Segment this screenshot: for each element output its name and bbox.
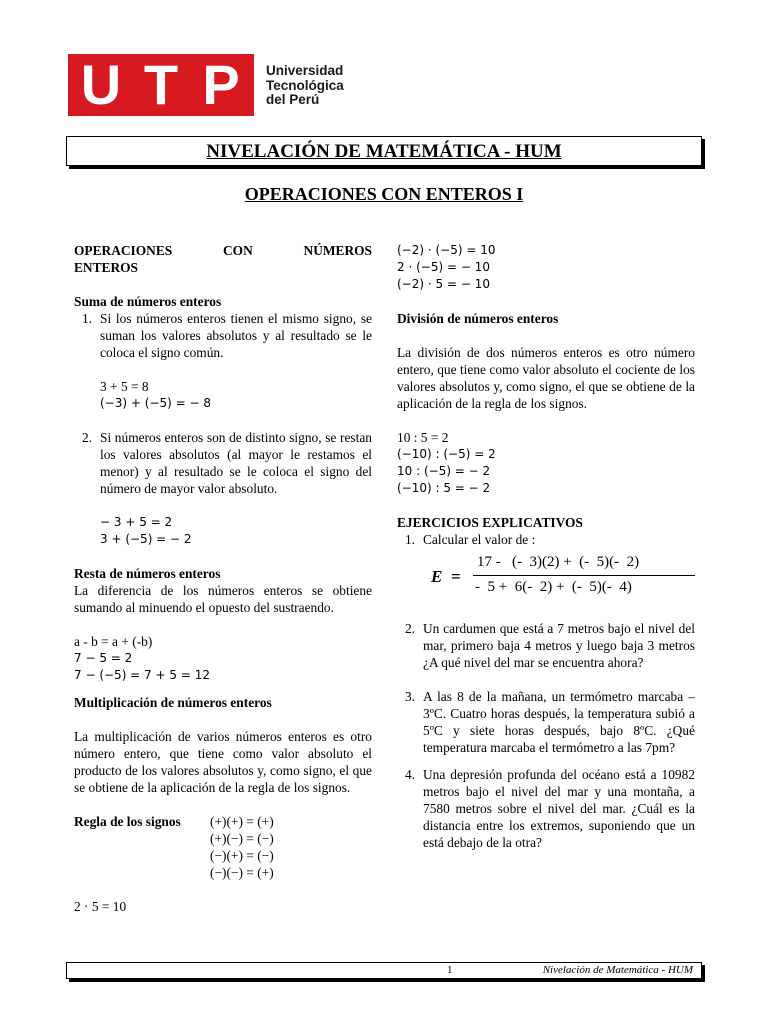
sign-rule-4: (−)(−) = (+) bbox=[210, 865, 274, 880]
suma-item-2 bbox=[74, 429, 372, 497]
logo-letter-p: P bbox=[202, 53, 240, 116]
page-number: 1 bbox=[447, 964, 453, 976]
suma-example-4: 3 + (−5) = − 2 bbox=[100, 532, 192, 546]
formula-equals: = bbox=[451, 567, 461, 586]
multiplicacion-example-1: 2 · 5 = 10 bbox=[74, 899, 127, 914]
logo-university-name bbox=[266, 64, 344, 108]
suma-item-1-number: 1. bbox=[81, 311, 93, 326]
division-text: La división de dos números enteros es otro número entero, que tiene como valor absoluto el cociente de los valores absolutos y, como signo, el que se obtiene de la aplicación de la regla de los signos. bbox=[397, 345, 695, 411]
ejercicio-1-number: 1. bbox=[404, 532, 416, 547]
suma-example-3: − 3 + 5 = 2 bbox=[100, 515, 173, 529]
resta-example-1: a - b = a + (-b) bbox=[74, 634, 153, 649]
suma-example-2: (−3) + (−5) = − 8 bbox=[100, 396, 211, 410]
ejercicio-1 bbox=[397, 531, 695, 548]
ejercicio-2 bbox=[397, 620, 695, 671]
sign-rules-list bbox=[210, 813, 274, 881]
suma-item-1 bbox=[74, 310, 372, 361]
sign-rule-2: (+)(−) = (−) bbox=[210, 831, 274, 846]
left-column bbox=[74, 242, 372, 915]
division-example-3: 10 : (−5) = − 2 bbox=[397, 464, 491, 478]
ejercicio-3-number: 3. bbox=[404, 689, 416, 704]
utp-logo bbox=[68, 54, 358, 116]
fraction-bar bbox=[473, 575, 695, 576]
ejercicio-4 bbox=[397, 766, 695, 851]
heading-word-1: OPERACIONES bbox=[74, 243, 173, 258]
logo-red-block bbox=[68, 54, 254, 116]
heading-word-2: CON bbox=[223, 243, 253, 258]
sign-rule-3: (−)(+) = (−) bbox=[210, 848, 274, 863]
multiplicacion-title: Multiplicación de números enteros bbox=[74, 695, 272, 710]
ejercicio-4-text: Una depresión profunda del océano está a 10982 metros bajo el nivel del mar y una montaña, a 7580 metros sobre el nivel del mar. ¿Cuál es la distancia entre los extremos, suponiendo que un está debajo de la otra? bbox=[423, 767, 695, 850]
section-heading-operaciones bbox=[74, 242, 372, 259]
document-title: NIVELACIÓN DE MATEMÁTICA - HUM bbox=[206, 140, 562, 162]
heading-word-3: NÚMEROS bbox=[303, 243, 372, 258]
logo-line-1: Universidad bbox=[266, 63, 344, 78]
right-column bbox=[397, 242, 695, 851]
ejercicios-title: EJERCICIOS EXPLICATIVOS bbox=[397, 515, 583, 530]
resta-title: Resta de números enteros bbox=[74, 566, 221, 581]
suma-item-1-text: Si los números enteros tienen el mismo signo, se suman los valores absolutos y al resultado se le coloca el signo común. bbox=[100, 311, 372, 360]
logo-line-3: del Perú bbox=[266, 92, 320, 107]
formula-e bbox=[427, 548, 695, 612]
document-subtitle: OPERACIONES CON ENTEROS I bbox=[244, 184, 524, 204]
ejercicio-1-text: Calcular el valor de : bbox=[423, 532, 536, 547]
mult-example-2: (−2) · (−5) = 10 bbox=[397, 243, 496, 257]
formula-variable: E bbox=[431, 567, 443, 586]
heading-line-2: ENTEROS bbox=[74, 260, 138, 275]
formula-denominator: - 5 + 6(- 2) + (- 5)(- 4) bbox=[475, 579, 632, 595]
ejercicio-2-number: 2. bbox=[404, 621, 416, 636]
sign-rules bbox=[74, 813, 372, 881]
multiplicacion-text: La multiplicación de varios números enteros es otro número entero, que tiene como valor absoluto el producto de los valores absolutos y, como signo, el que se obtiene de la aplicación de la regla de los signos. bbox=[74, 729, 372, 795]
division-example-1: 10 : 5 = 2 bbox=[397, 430, 449, 445]
resta-text: La diferencia de los números enteros se obtiene sumando al minuendo el opuesto del sustraendo. bbox=[74, 583, 372, 615]
division-title: División de números enteros bbox=[397, 311, 559, 326]
ejercicio-3-text: A las 8 de la mañana, un termómetro marcaba – 3ºC. Cuatro horas después, la temperatura subió a 5ºC y siete horas después, bajo 8ºC. ¿Qué temperatura marcaba el termómetro a las 7pm? bbox=[423, 689, 695, 755]
division-example-2: (−10) : (−5) = 2 bbox=[397, 447, 496, 461]
ejercicio-3 bbox=[397, 688, 695, 756]
logo-line-2: Tecnológica bbox=[266, 77, 344, 93]
division-example-4: (−10) : 5 = − 2 bbox=[397, 481, 491, 495]
mult-example-4: (−2) · 5 = − 10 bbox=[397, 277, 490, 291]
ejercicio-2-text: Un cardumen que está a 7 metros bajo el nivel del mar, primero baja 4 metros y luego baja 3 metros ¿A qué nivel del mar se encuentra ahora? bbox=[423, 621, 695, 670]
sign-rules-label: Regla de los signos bbox=[74, 814, 181, 829]
formula-numerator: 17 - (- 3)(2) + (- 5)(- 2) bbox=[477, 554, 640, 570]
suma-title: Suma de números enteros bbox=[74, 294, 222, 309]
footer-course-name: Nivelación de Matemática - HUM bbox=[542, 964, 693, 976]
resta-example-2: 7 − 5 = 2 bbox=[74, 651, 133, 665]
suma-item-2-number: 2. bbox=[81, 430, 93, 445]
sign-rule-1: (+)(+) = (+) bbox=[210, 814, 274, 829]
mult-example-3: 2 · (−5) = − 10 bbox=[397, 260, 490, 274]
suma-item-2-text: Si números enteros son de distinto signo, se restan los valores absolutos (al mayor le restamos el menor) y al resultado se le coloca el signo del número de mayor valor absoluto. bbox=[100, 430, 372, 496]
ejercicio-4-number: 4. bbox=[404, 767, 416, 782]
page-footer bbox=[66, 962, 702, 979]
document-title-box bbox=[66, 136, 702, 166]
suma-example-1: 3 + 5 = 8 bbox=[100, 379, 149, 394]
logo-letter-u: U bbox=[80, 53, 122, 116]
logo-letter-t: T bbox=[143, 53, 179, 116]
resta-example-3: 7 − (−5) = 7 + 5 = 12 bbox=[74, 668, 210, 682]
